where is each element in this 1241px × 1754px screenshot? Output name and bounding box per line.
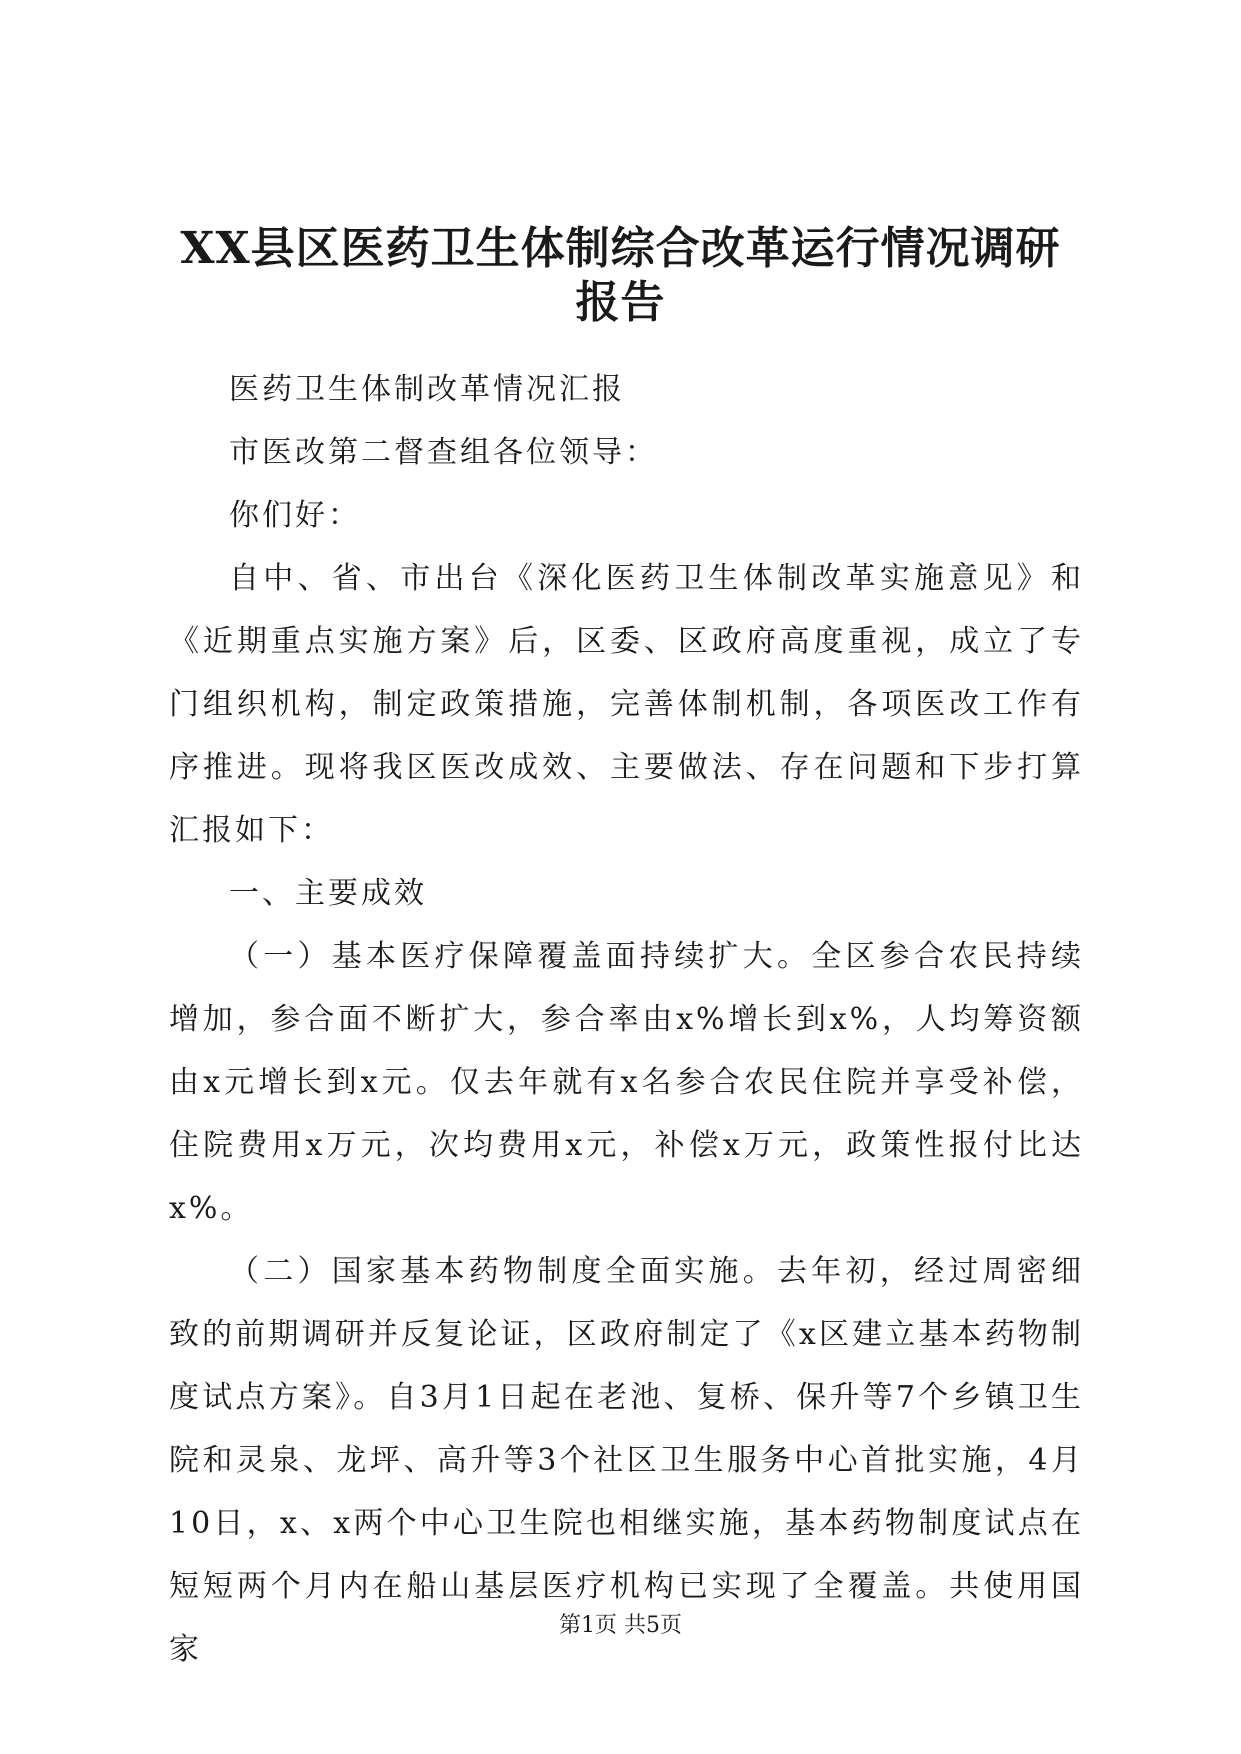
salutation-paragraph: 市医改第二督查组各位领导：: [229, 435, 658, 470]
intro-paragraph: 自中、省、市出台《深化医药卫生体制改革实施意见》和《近期重点实施方案》后，区委、区政府高度重视，成立了专门组织机构，制定政策措施，完善体制机制，各项医改工作有序推进。现将我区医改成效、主要做法、存在问题和下步打算汇报如下：: [169, 561, 1084, 848]
page-footer: 第1页 共5页: [559, 1613, 682, 1638]
body-paragraph: （二）国家基本药物制度全面实施。去年初，经过周密细致的前期调研并反复论证，区政府制定了《x区建立基本药物制度试点方案》。自3月1日起在老池、复桥、保升等7个乡镇卫生院和灵泉、龙坪、高升等3个社区卫生服务中心首批实施，4月10日，x、x两个中心卫生院也相继实施，基本药物制度试点在短短两个月内在船山基层医疗机构已实现了全覆盖。共使用国家: [169, 1254, 1084, 1667]
body-paragraph: （一）基本医疗保障覆盖面持续扩大。全区参合农民持续增加，参合面不断扩大，参合率由x%增长到x%，人均筹资额由x元增长到x元。仅去年就有x名参合农民住院并享受补偿，住院费用x万元，次均费用x元，补偿x万元，政策性报付比达x%。: [169, 939, 1084, 1226]
document-body: [169, 358, 1084, 1681]
section-heading: 一、主要成效: [229, 876, 427, 911]
document-title: XX县区医药卫生体制综合改革运行情况调研报告: [180, 223, 1061, 328]
greeting-paragraph: 你们好：: [229, 498, 361, 533]
subtitle-paragraph: 医药卫生体制改革情况汇报: [229, 372, 625, 407]
